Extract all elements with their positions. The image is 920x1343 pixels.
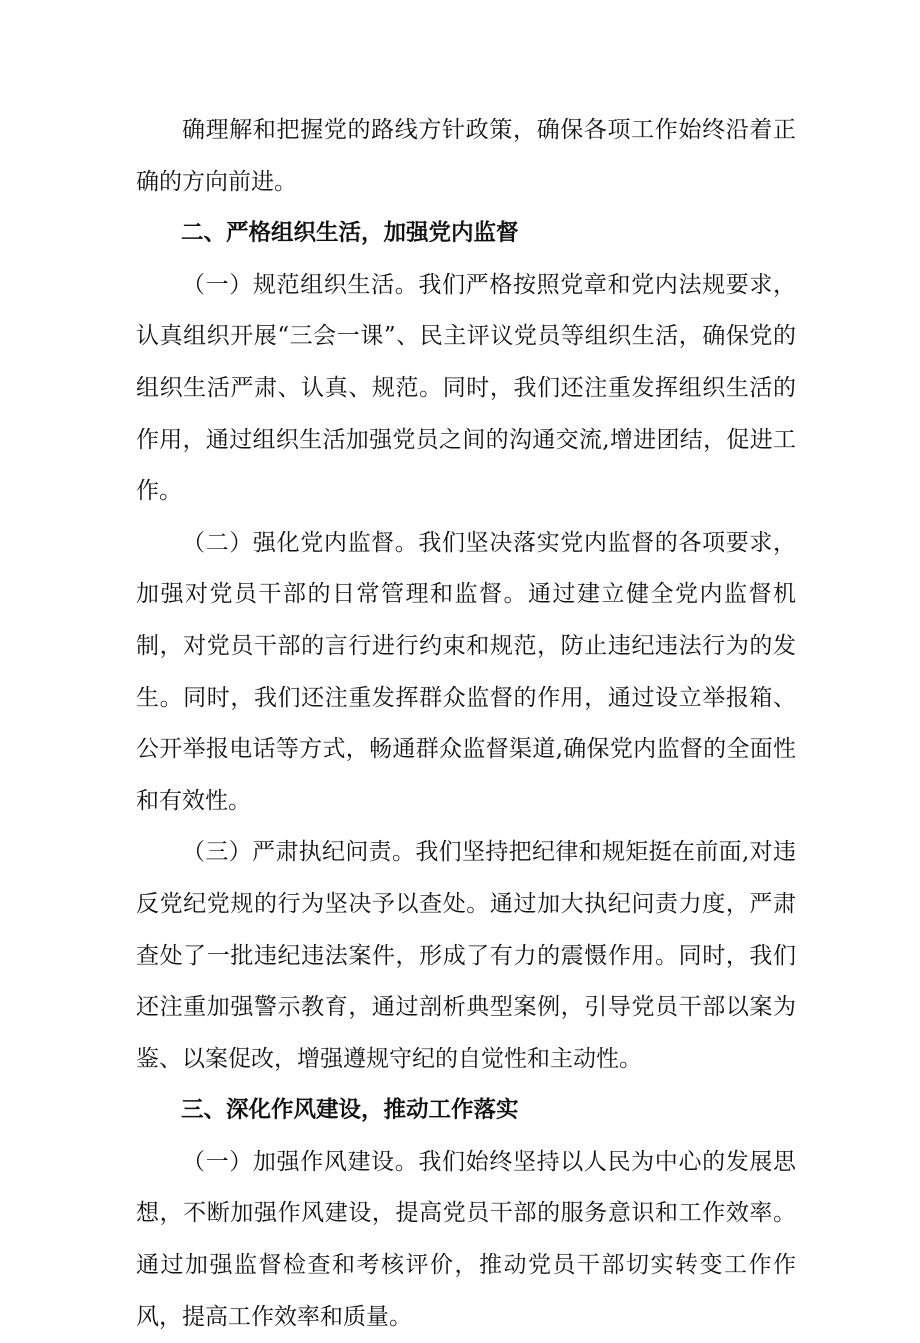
document-body	[136, 105, 796, 1343]
section-heading-2: 二、严格组织生活，加强党内监督	[181, 220, 519, 247]
paragraph-continuation: 确理解和把握党的路线方针政策，确保各项工作始终沿着正确的方向前进。	[136, 117, 796, 195]
section-heading-3: 三、深化作风建设，推动工作落实	[181, 1097, 519, 1124]
paragraph-internal-supervision: （二）强化党内监督。我们坚决落实党内监督的各项要求，加强对党员干部的日常管理和监督。通过建立健全党内监督机制，对党员干部的言行进行约束和规范，防止违纪违法行为的发生。同时，我们还注重发挥群众监督的作用，通过设立举报箱、公开举报电话等方式，畅通群众监督渠道,确保党内监督的全面性和有效性。	[136, 529, 796, 814]
paragraph-discipline-accountability: （三）严肃执纪问责。我们坚持把纪律和规矩挺在前面,对违反党纪党规的行为坚决予以查处。通过加大执纪问责力度，严肃查处了一批违纪违法案件，形成了有力的震慑作用。同时，我们还注重加强警示教育，通过剖析典型案例，引导党员干部以案为鉴、以案促改，增强遵规守纪的自觉性和主动性。	[136, 839, 796, 1072]
paragraph-organization-life: （一）规范组织生活。我们严格按照党章和党内法规要求，认真组织开展“三会一课”、民主评议党员等组织生活，确保党的组织生活严肃、认真、规范。同时，我们还注重发挥组织生活的作用，通过组织生活加强党员之间的沟通交流,增进团结，促进工作。	[136, 271, 796, 505]
paragraph-work-style: （一）加强作风建设。我们始终坚持以人民为中心的发展思想，不断加强作风建设，提高党员干部的服务意识和工作效率。通过加强监督检查和考核评价，推动党员干部切实转变工作作风，提高工作效率和质量。	[136, 1148, 796, 1330]
